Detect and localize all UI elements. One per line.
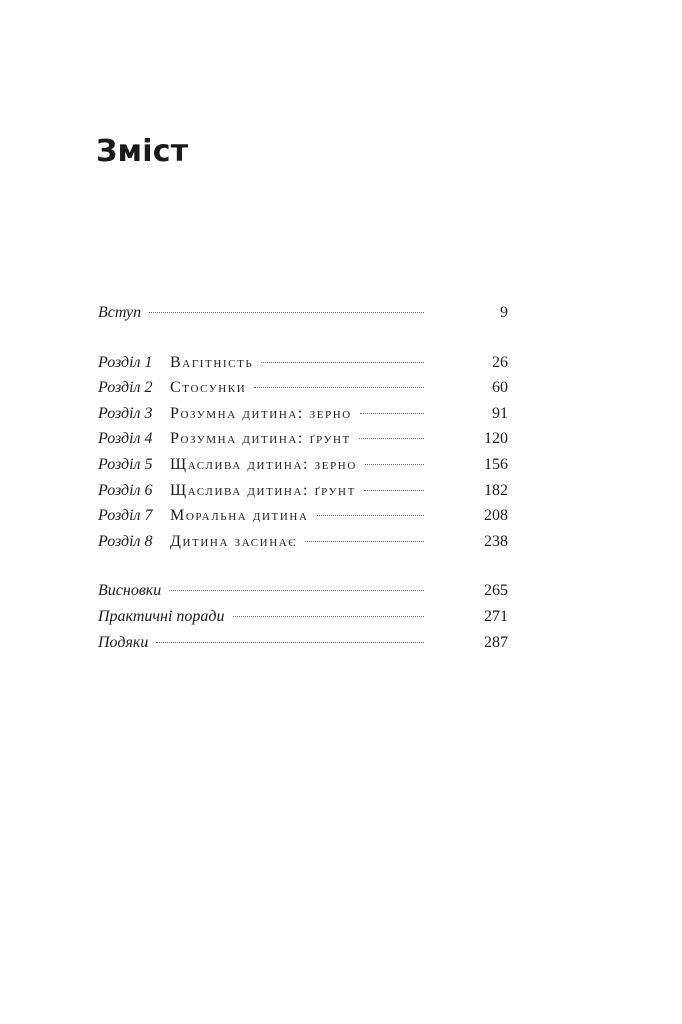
toc-page-number: 120 bbox=[484, 430, 508, 448]
page-title: Зміст bbox=[96, 134, 189, 169]
chapter-title: Моральна дитина bbox=[170, 507, 309, 525]
chapter-title: Дитина засинає bbox=[170, 532, 298, 550]
chapter-title: Щаслива дитина: ґрунт bbox=[170, 481, 356, 499]
chapter-label: Розділ 1 bbox=[98, 353, 153, 371]
dot-leader bbox=[169, 590, 424, 591]
dot-leader bbox=[365, 464, 424, 465]
toc-page-number: 271 bbox=[484, 607, 508, 625]
toc-intro-group bbox=[98, 300, 508, 326]
toc-entry-chapter-5[interactable] bbox=[98, 452, 508, 478]
chapter-label: Розділ 3 bbox=[98, 404, 153, 422]
toc-page-number: 265 bbox=[484, 582, 508, 600]
chapter-label: Розділ 6 bbox=[98, 481, 153, 499]
dot-leader bbox=[360, 413, 424, 414]
toc-back-matter-group bbox=[98, 578, 508, 655]
dot-leader bbox=[254, 387, 424, 388]
toc-entry-label: Практичні поради bbox=[98, 607, 225, 625]
toc-entry-chapter-2[interactable] bbox=[98, 375, 508, 401]
chapter-title: Розумна дитина: ґрунт bbox=[170, 430, 351, 448]
dot-leader bbox=[317, 515, 425, 516]
toc-entry-label: Подяки bbox=[98, 633, 149, 651]
toc-page-number: 156 bbox=[484, 455, 508, 473]
chapter-label: Розділ 4 bbox=[98, 430, 153, 448]
toc-entry-practical-tips[interactable] bbox=[98, 604, 508, 630]
table-of-contents bbox=[98, 300, 508, 655]
chapter-title: Вагітність bbox=[170, 353, 254, 371]
toc-entry-chapter-1[interactable] bbox=[98, 350, 508, 376]
toc-entry-chapter-7[interactable] bbox=[98, 503, 508, 529]
chapter-title: Розумна дитина: зерно bbox=[170, 404, 352, 422]
chapter-label: Розділ 8 bbox=[98, 532, 153, 550]
toc-page-number: 60 bbox=[492, 379, 508, 397]
chapter-label: Розділ 7 bbox=[98, 507, 153, 525]
dot-leader bbox=[305, 541, 424, 542]
toc-page-number: 9 bbox=[500, 304, 508, 321]
toc-entry-chapter-4[interactable] bbox=[98, 426, 508, 452]
toc-page-number: 91 bbox=[492, 404, 508, 422]
toc-entry-chapter-6[interactable] bbox=[98, 478, 508, 504]
toc-page-number: 26 bbox=[492, 353, 508, 371]
dot-leader bbox=[359, 438, 424, 439]
toc-entry-label: Висновки bbox=[98, 582, 162, 600]
dot-leader bbox=[364, 490, 424, 491]
dot-leader bbox=[149, 312, 424, 313]
toc-entry-conclusions[interactable] bbox=[98, 578, 508, 604]
toc-entry-chapter-8[interactable] bbox=[98, 529, 508, 555]
toc-page-number: 208 bbox=[484, 507, 508, 525]
chapter-label: Розділ 2 bbox=[98, 379, 153, 397]
toc-chapters-group bbox=[98, 350, 508, 555]
toc-entry-chapter-3[interactable] bbox=[98, 401, 508, 427]
toc-entry-intro[interactable] bbox=[98, 300, 508, 326]
chapter-title: Стосунки bbox=[170, 379, 247, 397]
dot-leader bbox=[261, 362, 424, 363]
dot-leader bbox=[156, 642, 424, 643]
chapter-label: Розділ 5 bbox=[98, 455, 153, 473]
toc-page-number: 182 bbox=[484, 481, 508, 499]
toc-entry-label: Вступ bbox=[98, 304, 142, 321]
dot-leader bbox=[233, 616, 425, 617]
toc-entry-acknowledgements[interactable] bbox=[98, 630, 508, 656]
toc-page-number: 287 bbox=[484, 633, 508, 651]
toc-page-number: 238 bbox=[484, 532, 508, 550]
chapter-title: Щаслива дитина: зерно bbox=[170, 455, 357, 473]
